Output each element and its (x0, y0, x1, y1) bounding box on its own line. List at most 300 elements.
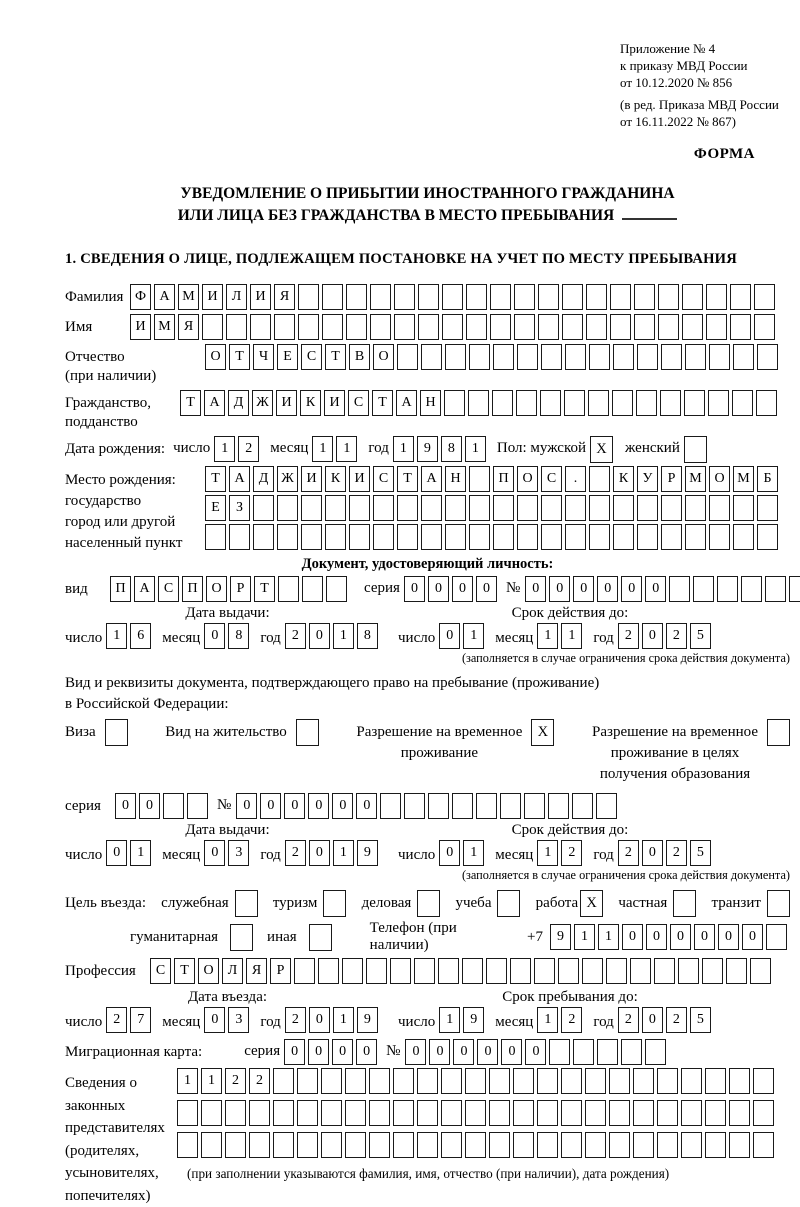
char-box[interactable] (678, 958, 699, 984)
char-box[interactable] (205, 524, 226, 550)
char-box[interactable] (661, 344, 682, 370)
char-box[interactable]: П (493, 466, 514, 492)
char-box[interactable]: 7 (130, 1007, 151, 1033)
char-box[interactable]: Т (254, 576, 275, 602)
char-box[interactable] (428, 793, 449, 819)
char-box[interactable] (418, 284, 439, 310)
char-box[interactable]: 2 (561, 840, 582, 866)
char-box[interactable] (540, 390, 561, 416)
char-box[interactable] (681, 1100, 702, 1126)
char-box[interactable] (561, 1100, 582, 1126)
resdoc-valid-month-boxes[interactable] (537, 840, 585, 866)
char-box[interactable] (421, 524, 442, 550)
char-box[interactable]: Ж (277, 466, 298, 492)
purpose-other-checkbox[interactable] (309, 924, 332, 951)
char-box[interactable]: 1 (463, 623, 484, 649)
surname-boxes[interactable] (130, 284, 778, 310)
char-box[interactable]: 0 (549, 576, 570, 602)
char-box[interactable]: 2 (285, 1007, 306, 1033)
char-box[interactable] (394, 314, 415, 340)
char-box[interactable] (730, 314, 751, 340)
char-box[interactable]: 3 (228, 840, 249, 866)
char-box[interactable]: 1 (463, 840, 484, 866)
char-box[interactable] (397, 344, 418, 370)
char-box[interactable] (730, 284, 751, 310)
char-box[interactable]: Т (372, 390, 393, 416)
doc-valid-month-boxes[interactable] (537, 623, 585, 649)
resdoc-issue-year-boxes[interactable] (285, 840, 381, 866)
char-box[interactable] (709, 524, 730, 550)
char-box[interactable] (417, 1100, 438, 1126)
char-box[interactable]: 0 (646, 924, 667, 950)
char-box[interactable] (548, 793, 569, 819)
resdoc-valid-day-boxes[interactable] (439, 840, 487, 866)
char-box[interactable] (366, 958, 387, 984)
char-box[interactable] (766, 924, 787, 950)
char-box[interactable]: 2 (618, 623, 639, 649)
representatives-line1-boxes[interactable] (177, 1068, 777, 1094)
char-box[interactable] (609, 1068, 630, 1094)
char-box[interactable] (465, 1100, 486, 1126)
char-box[interactable]: Т (180, 390, 201, 416)
char-box[interactable] (753, 1068, 774, 1094)
char-box[interactable] (370, 284, 391, 310)
char-box[interactable] (469, 344, 490, 370)
char-box[interactable] (225, 1100, 246, 1126)
purpose-business-checkbox[interactable] (417, 890, 440, 917)
char-box[interactable] (729, 1100, 750, 1126)
char-box[interactable]: 8 (441, 436, 462, 462)
char-box[interactable]: Я (274, 284, 295, 310)
char-box[interactable] (633, 1132, 654, 1158)
doc-valid-year-boxes[interactable] (618, 623, 714, 649)
char-box[interactable]: В (349, 344, 370, 370)
char-box[interactable] (637, 524, 658, 550)
char-box[interactable]: 2 (618, 840, 639, 866)
resdoc-issue-month-boxes[interactable] (204, 840, 252, 866)
char-box[interactable] (298, 314, 319, 340)
char-box[interactable]: Ж (252, 390, 273, 416)
char-box[interactable]: 0 (525, 1039, 546, 1065)
char-box[interactable] (421, 495, 442, 521)
char-box[interactable]: З (229, 495, 250, 521)
char-box[interactable] (202, 314, 223, 340)
char-box[interactable] (538, 314, 559, 340)
char-box[interactable]: 9 (550, 924, 571, 950)
char-box[interactable]: П (182, 576, 203, 602)
char-box[interactable] (421, 344, 442, 370)
char-box[interactable]: 2 (561, 1007, 582, 1033)
char-box[interactable] (445, 495, 466, 521)
temp-residence-checkbox[interactable]: X (531, 719, 554, 746)
birthplace-line3-boxes[interactable] (205, 524, 781, 550)
resdoc-valid-year-boxes[interactable] (618, 840, 714, 866)
char-box[interactable]: 0 (204, 623, 225, 649)
char-box[interactable]: 0 (332, 793, 353, 819)
char-box[interactable] (610, 314, 631, 340)
char-box[interactable]: 0 (309, 623, 330, 649)
char-box[interactable]: 9 (463, 1007, 484, 1033)
firstname-boxes[interactable] (130, 314, 778, 340)
char-box[interactable]: 2 (106, 1007, 127, 1033)
doc-issue-day-boxes[interactable] (106, 623, 154, 649)
char-box[interactable]: П (110, 576, 131, 602)
char-box[interactable]: 2 (666, 1007, 687, 1033)
char-box[interactable] (414, 958, 435, 984)
char-box[interactable] (349, 524, 370, 550)
char-box[interactable] (562, 284, 583, 310)
char-box[interactable] (757, 344, 778, 370)
char-box[interactable] (380, 793, 401, 819)
char-box[interactable]: 6 (130, 623, 151, 649)
char-box[interactable]: 0 (622, 924, 643, 950)
residence-permit-checkbox[interactable] (296, 719, 319, 746)
char-box[interactable] (321, 1068, 342, 1094)
char-box[interactable]: И (250, 284, 271, 310)
char-box[interactable] (445, 524, 466, 550)
entry-year-boxes[interactable] (285, 1007, 381, 1033)
char-box[interactable] (273, 1132, 294, 1158)
entry-day-boxes[interactable] (106, 1007, 154, 1033)
resdoc-number-boxes[interactable] (236, 793, 620, 819)
char-box[interactable] (684, 390, 705, 416)
char-box[interactable]: 0 (284, 793, 305, 819)
char-box[interactable] (253, 524, 274, 550)
char-box[interactable] (589, 524, 610, 550)
char-box[interactable] (565, 344, 586, 370)
char-box[interactable]: А (396, 390, 417, 416)
char-box[interactable] (321, 1100, 342, 1126)
char-box[interactable]: Е (205, 495, 226, 521)
migration-series-boxes[interactable] (284, 1039, 380, 1065)
char-box[interactable] (705, 1068, 726, 1094)
char-box[interactable]: 1 (214, 436, 235, 462)
char-box[interactable] (489, 1132, 510, 1158)
char-box[interactable] (469, 466, 490, 492)
char-box[interactable]: 2 (618, 1007, 639, 1033)
birthplace-line2-boxes[interactable] (205, 495, 781, 521)
char-box[interactable] (597, 1039, 618, 1065)
char-box[interactable] (490, 314, 511, 340)
char-box[interactable]: Т (229, 344, 250, 370)
char-box[interactable]: Н (445, 466, 466, 492)
char-box[interactable]: С (541, 466, 562, 492)
char-box[interactable] (596, 793, 617, 819)
char-box[interactable] (733, 524, 754, 550)
char-box[interactable]: М (685, 466, 706, 492)
char-box[interactable] (489, 1068, 510, 1094)
char-box[interactable] (373, 495, 394, 521)
char-box[interactable] (273, 1068, 294, 1094)
char-box[interactable] (637, 344, 658, 370)
char-box[interactable] (757, 495, 778, 521)
char-box[interactable] (613, 524, 634, 550)
char-box[interactable] (558, 958, 579, 984)
char-box[interactable]: Б (757, 466, 778, 492)
char-box[interactable]: 3 (228, 1007, 249, 1033)
char-box[interactable]: Я (178, 314, 199, 340)
char-box[interactable] (441, 1100, 462, 1126)
purpose-private-checkbox[interactable] (673, 890, 696, 917)
char-box[interactable]: 0 (645, 576, 666, 602)
char-box[interactable]: 0 (356, 1039, 377, 1065)
char-box[interactable]: Р (230, 576, 251, 602)
char-box[interactable] (493, 495, 514, 521)
char-box[interactable] (585, 1068, 606, 1094)
char-box[interactable]: М (733, 466, 754, 492)
char-box[interactable] (636, 390, 657, 416)
char-box[interactable]: 2 (285, 623, 306, 649)
char-box[interactable] (225, 1132, 246, 1158)
doc-series-boxes[interactable] (404, 576, 500, 602)
char-box[interactable]: Л (226, 284, 247, 310)
char-box[interactable]: 8 (228, 623, 249, 649)
char-box[interactable]: 1 (106, 623, 127, 649)
char-box[interactable] (417, 1068, 438, 1094)
char-box[interactable] (582, 958, 603, 984)
char-box[interactable]: 1 (177, 1068, 198, 1094)
char-box[interactable]: 1 (312, 436, 333, 462)
char-box[interactable] (654, 958, 675, 984)
char-box[interactable] (586, 314, 607, 340)
temp-residence-education-checkbox[interactable] (767, 719, 790, 746)
char-box[interactable] (586, 284, 607, 310)
char-box[interactable]: С (373, 466, 394, 492)
char-box[interactable] (537, 1132, 558, 1158)
birthdate-day-boxes[interactable] (214, 436, 262, 462)
char-box[interactable]: 0 (742, 924, 763, 950)
char-box[interactable] (490, 284, 511, 310)
char-box[interactable] (445, 344, 466, 370)
purpose-humanitarian-checkbox[interactable] (230, 924, 253, 951)
char-box[interactable]: 0 (694, 924, 715, 950)
char-box[interactable] (658, 314, 679, 340)
char-box[interactable] (669, 576, 690, 602)
char-box[interactable] (394, 284, 415, 310)
char-box[interactable] (561, 1132, 582, 1158)
char-box[interactable]: Ф (130, 284, 151, 310)
char-box[interactable] (693, 576, 714, 602)
char-box[interactable]: Я (246, 958, 267, 984)
char-box[interactable] (705, 1100, 726, 1126)
char-box[interactable] (681, 1068, 702, 1094)
char-box[interactable] (757, 524, 778, 550)
char-box[interactable] (657, 1100, 678, 1126)
char-box[interactable] (729, 1132, 750, 1158)
char-box[interactable] (633, 1100, 654, 1126)
char-box[interactable] (297, 1100, 318, 1126)
char-box[interactable] (489, 1100, 510, 1126)
char-box[interactable]: О (205, 344, 226, 370)
representatives-line2-boxes[interactable] (177, 1100, 777, 1126)
char-box[interactable] (681, 1132, 702, 1158)
char-box[interactable] (462, 958, 483, 984)
char-box[interactable]: 0 (429, 1039, 450, 1065)
char-box[interactable] (250, 314, 271, 340)
char-box[interactable] (297, 1132, 318, 1158)
char-box[interactable]: О (709, 466, 730, 492)
char-box[interactable] (572, 793, 593, 819)
char-box[interactable]: С (158, 576, 179, 602)
char-box[interactable]: 0 (405, 1039, 426, 1065)
char-box[interactable] (514, 284, 535, 310)
char-box[interactable] (438, 958, 459, 984)
char-box[interactable] (465, 1132, 486, 1158)
char-box[interactable]: 1 (465, 436, 486, 462)
char-box[interactable] (442, 314, 463, 340)
char-box[interactable]: 0 (106, 840, 127, 866)
birthdate-month-boxes[interactable] (312, 436, 360, 462)
char-box[interactable]: 1 (439, 1007, 460, 1033)
char-box[interactable]: 0 (260, 793, 281, 819)
char-box[interactable] (273, 1100, 294, 1126)
char-box[interactable]: М (178, 284, 199, 310)
char-box[interactable] (661, 524, 682, 550)
char-box[interactable]: 0 (452, 576, 473, 602)
char-box[interactable] (229, 524, 250, 550)
char-box[interactable]: 1 (201, 1068, 222, 1094)
char-box[interactable] (657, 1068, 678, 1094)
char-box[interactable] (466, 284, 487, 310)
sex-female-checkbox[interactable] (684, 436, 707, 463)
char-box[interactable] (493, 344, 514, 370)
char-box[interactable]: 0 (670, 924, 691, 950)
char-box[interactable]: 1 (333, 840, 354, 866)
doc-valid-day-boxes[interactable] (439, 623, 487, 649)
char-box[interactable]: 0 (139, 793, 160, 819)
char-box[interactable] (452, 793, 473, 819)
char-box[interactable]: О (206, 576, 227, 602)
phone-boxes[interactable] (550, 924, 790, 950)
char-box[interactable]: . (565, 466, 586, 492)
char-box[interactable] (657, 1132, 678, 1158)
char-box[interactable] (249, 1100, 270, 1126)
char-box[interactable] (702, 958, 723, 984)
char-box[interactable] (706, 284, 727, 310)
char-box[interactable] (274, 314, 295, 340)
stay-day-boxes[interactable] (439, 1007, 487, 1033)
char-box[interactable]: А (204, 390, 225, 416)
char-box[interactable]: 0 (477, 1039, 498, 1065)
char-box[interactable] (541, 344, 562, 370)
char-box[interactable] (733, 344, 754, 370)
char-box[interactable] (517, 524, 538, 550)
char-box[interactable] (756, 390, 777, 416)
char-box[interactable]: 5 (690, 1007, 711, 1033)
char-box[interactable] (163, 793, 184, 819)
char-box[interactable]: 0 (439, 840, 460, 866)
char-box[interactable] (476, 793, 497, 819)
char-box[interactable] (346, 314, 367, 340)
char-box[interactable] (442, 284, 463, 310)
char-box[interactable]: Е (277, 344, 298, 370)
char-box[interactable]: 0 (308, 1039, 329, 1065)
char-box[interactable] (513, 1068, 534, 1094)
char-box[interactable] (732, 390, 753, 416)
char-box[interactable] (606, 958, 627, 984)
doc-issue-month-boxes[interactable] (204, 623, 252, 649)
char-box[interactable] (562, 314, 583, 340)
char-box[interactable] (729, 1068, 750, 1094)
char-box[interactable] (369, 1132, 390, 1158)
char-box[interactable] (322, 284, 343, 310)
char-box[interactable]: 1 (333, 623, 354, 649)
char-box[interactable] (612, 390, 633, 416)
char-box[interactable]: О (198, 958, 219, 984)
char-box[interactable] (685, 495, 706, 521)
char-box[interactable]: 2 (666, 840, 687, 866)
migration-number-boxes[interactable] (405, 1039, 669, 1065)
char-box[interactable] (492, 390, 513, 416)
char-box[interactable]: 0 (597, 576, 618, 602)
char-box[interactable]: 2 (225, 1068, 246, 1094)
representatives-line3-boxes[interactable] (177, 1132, 777, 1158)
char-box[interactable] (201, 1100, 222, 1126)
char-box[interactable] (585, 1100, 606, 1126)
char-box[interactable] (345, 1068, 366, 1094)
char-box[interactable]: 1 (598, 924, 619, 950)
char-box[interactable]: С (150, 958, 171, 984)
char-box[interactable]: 0 (309, 840, 330, 866)
char-box[interactable]: 9 (357, 840, 378, 866)
char-box[interactable] (753, 1100, 774, 1126)
char-box[interactable] (717, 576, 738, 602)
char-box[interactable]: И (349, 466, 370, 492)
char-box[interactable]: Т (174, 958, 195, 984)
char-box[interactable]: 8 (357, 623, 378, 649)
char-box[interactable]: Д (253, 466, 274, 492)
char-box[interactable] (682, 284, 703, 310)
char-box[interactable] (513, 1132, 534, 1158)
char-box[interactable]: 0 (718, 924, 739, 950)
char-box[interactable]: 0 (525, 576, 546, 602)
char-box[interactable]: И (130, 314, 151, 340)
char-box[interactable]: 5 (690, 840, 711, 866)
char-box[interactable] (493, 524, 514, 550)
char-box[interactable] (589, 344, 610, 370)
char-box[interactable] (418, 314, 439, 340)
char-box[interactable] (441, 1068, 462, 1094)
char-box[interactable]: 1 (130, 840, 151, 866)
char-box[interactable] (573, 1039, 594, 1065)
char-box[interactable] (682, 314, 703, 340)
purpose-official-checkbox[interactable] (235, 890, 258, 917)
char-box[interactable] (561, 1068, 582, 1094)
char-box[interactable] (613, 344, 634, 370)
stay-month-boxes[interactable] (537, 1007, 585, 1033)
char-box[interactable]: 0 (284, 1039, 305, 1065)
char-box[interactable] (369, 1068, 390, 1094)
char-box[interactable]: Т (205, 466, 226, 492)
char-box[interactable]: 0 (453, 1039, 474, 1065)
char-box[interactable]: Н (420, 390, 441, 416)
char-box[interactable] (565, 524, 586, 550)
char-box[interactable]: И (276, 390, 297, 416)
char-box[interactable] (373, 524, 394, 550)
char-box[interactable]: 5 (690, 623, 711, 649)
char-box[interactable]: 0 (356, 793, 377, 819)
char-box[interactable]: О (517, 466, 538, 492)
char-box[interactable]: 1 (537, 1007, 558, 1033)
char-box[interactable]: 9 (417, 436, 438, 462)
char-box[interactable]: К (613, 466, 634, 492)
char-box[interactable]: 2 (666, 623, 687, 649)
char-box[interactable]: Л (222, 958, 243, 984)
char-box[interactable] (685, 344, 706, 370)
char-box[interactable] (588, 390, 609, 416)
char-box[interactable]: 1 (336, 436, 357, 462)
char-box[interactable] (537, 1100, 558, 1126)
